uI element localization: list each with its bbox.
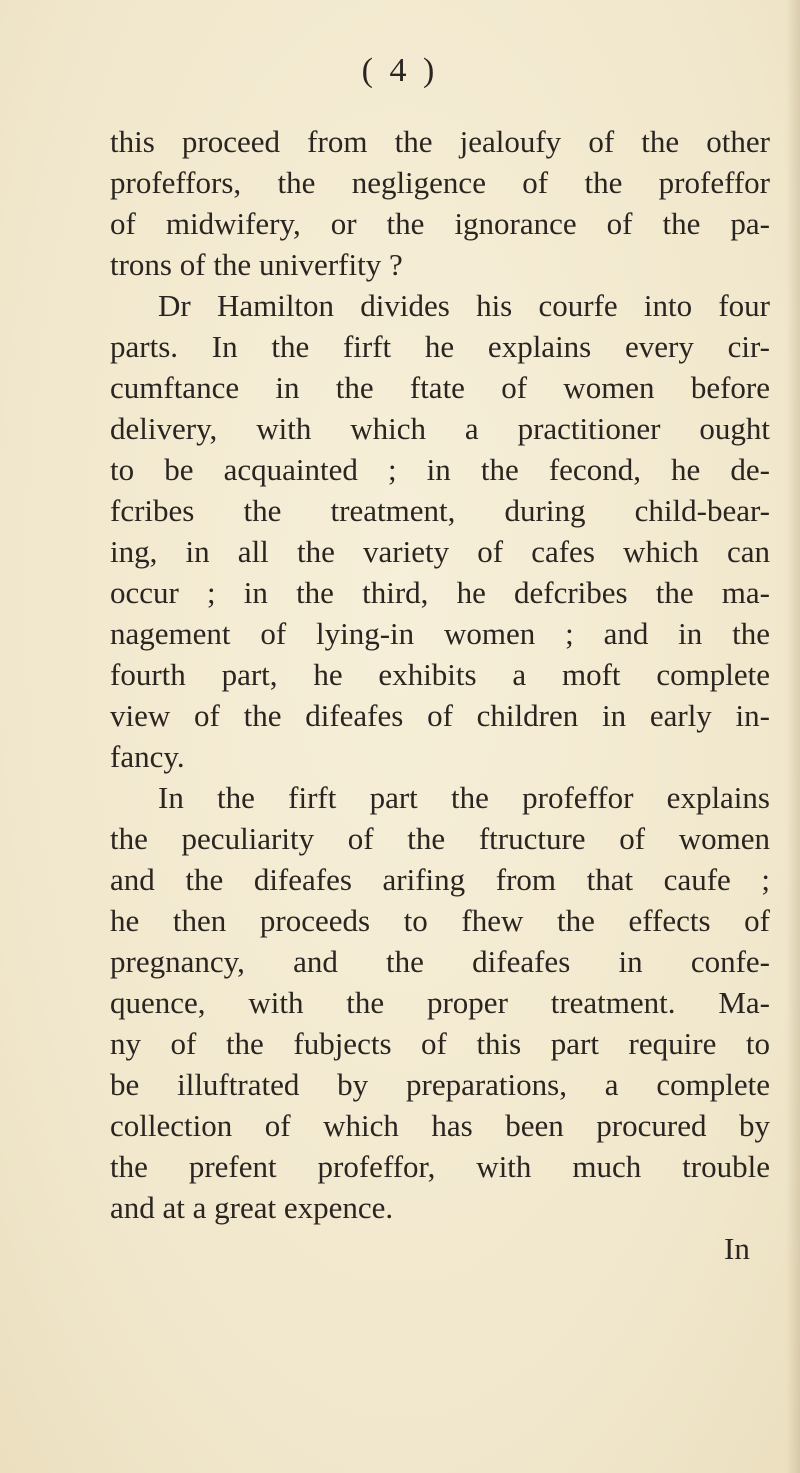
text-line: nagement of lying-in women ; and in the [110,616,770,651]
text-line: cumftance in the ftate of women before [110,370,770,405]
text-line: fourth part, he exhibits a moft complete [110,657,770,692]
page-number: ( 4 ) [361,52,439,89]
text-line: quence, with the proper treatment. Ma- [110,985,770,1020]
text-line: pregnancy, and the difeafes in confe- [110,944,770,979]
text-line: collection of which has been procured by [110,1108,770,1143]
text-line: occur ; in the third, he defcribes the ma- [110,575,770,610]
text-line: In the firft part the profeffor explains [158,780,770,815]
text-line: profeffors, the negligence of the profeffor [110,165,770,200]
text-line: of midwifery, or the ignorance of the pa- [110,206,770,241]
text-line: fcribes the treatment, during child-bear- [110,493,770,528]
text-line: and at a great expence. [110,1190,394,1225]
text-line: parts. In the firft he explains every cir- [110,329,770,364]
text-line: fancy. [110,739,185,774]
text-line: trons of the univerfity ? [110,247,403,282]
text-line: this proceed from the jealoufy of the other [110,124,770,159]
text-line: the peculiarity of the ftructure of women [110,821,770,856]
text-line: the prefent profeffor, with much trouble [110,1149,770,1184]
text-line: he then proceeds to fhew the effects of [110,903,770,938]
text-line: ny of the fubjects of this part require to [110,1026,770,1061]
catchword: In [724,1231,750,1266]
text-line: delivery, with which a practitioner ought [110,411,770,446]
text-line: and the difeafes arifing from that caufe ; [110,862,770,897]
text-line: Dr Hamilton divides his courfe into four [158,288,770,323]
page-edge-shadow [786,0,800,1473]
text-line: ing, in all the variety of cafes which can [110,534,770,569]
text-line: to be acquainted ; in the fecond, he de- [110,452,770,487]
text-line: be illuftrated by preparations, a complete [110,1067,770,1102]
text-line: view of the difeafes of children in early in- [110,698,770,733]
